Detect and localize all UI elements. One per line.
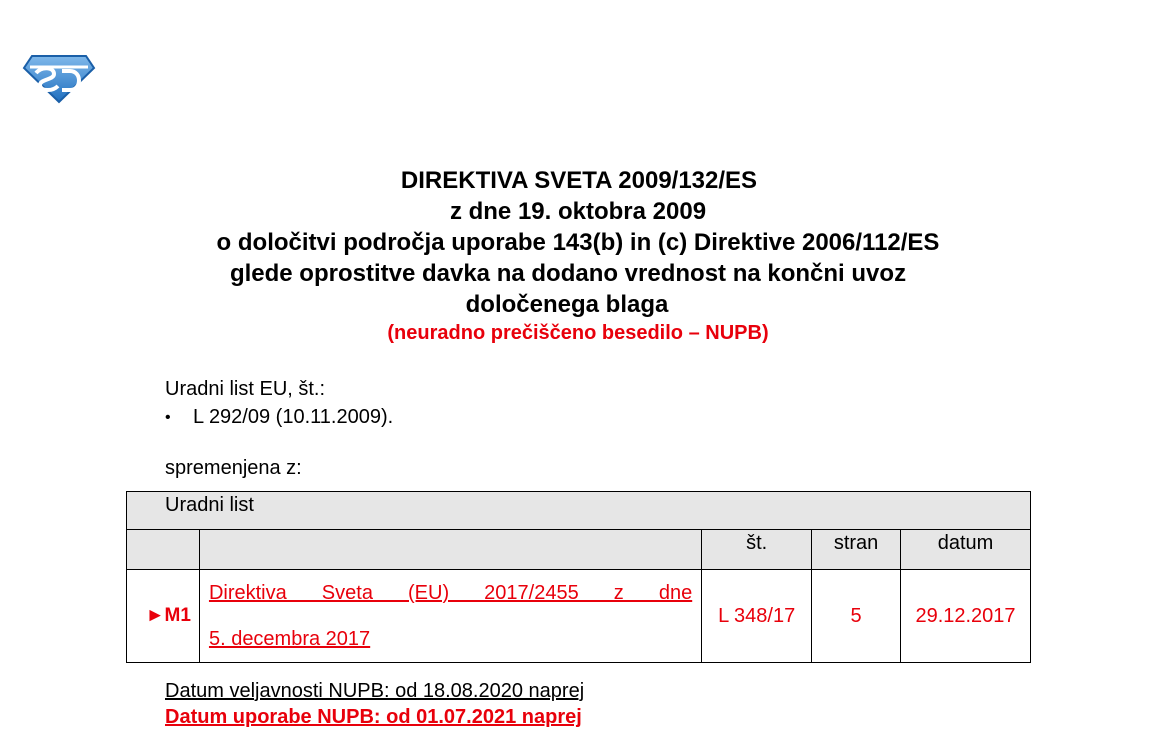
title-line: DIREKTIVA SVETA 2009/132/ES — [400, 167, 758, 194]
directive-link-line2[interactable]: 5. decembra 2017 — [208, 628, 371, 650]
application-date: Datum uporabe NUPB: od 01.07.2021 naprej — [165, 706, 582, 728]
table-column-header-row — [127, 530, 1031, 570]
logo — [22, 50, 96, 104]
table-header-title: Uradni list — [127, 492, 1031, 530]
journal-number: L 348/17 — [702, 570, 812, 663]
document-title — [0, 165, 1158, 346]
list-item-text: L 292/09 (10.11.2009). — [193, 406, 394, 428]
amendment-table — [126, 491, 1031, 663]
list-item — [165, 404, 393, 431]
amendment-marker: ►M1 — [127, 570, 200, 663]
validity-date: Datum veljavnosti NUPB: od 18.08.2020 naprej — [165, 680, 585, 702]
subtitle — [0, 320, 1157, 346]
amended-by-label: spremenjena z: — [165, 457, 302, 479]
directive-link[interactable] — [209, 570, 692, 662]
bullet-icon: • — [165, 409, 171, 426]
official-journal-label: Uradni list EU, št.: — [165, 378, 326, 400]
subtitle-suffix: ) — [761, 322, 769, 344]
column-header-date: datum — [901, 530, 1031, 570]
title-line: o določitvi področja uporabe 143(b) in (c) Direktive 2006/112/ES — [216, 229, 940, 256]
column-header-directive — [199, 530, 701, 570]
title-line: določenega blaga — [465, 291, 669, 318]
title-date: z dne 19. oktobra 2009 — [449, 198, 707, 225]
title-line: glede oprostitve davka na dodano vrednost na končni uvoz — [229, 260, 907, 287]
table-row — [127, 570, 1031, 663]
directive-cell — [199, 570, 701, 663]
column-header-marker — [127, 530, 200, 570]
directive-link-line1[interactable]: Direktiva Sveta (EU) 2017/2455 z dne — [208, 582, 693, 604]
subtitle-highlight: NUPB — [705, 322, 762, 344]
journal-date: 29.12.2017 — [901, 570, 1031, 663]
column-header-page: stran — [812, 530, 901, 570]
column-header-number: št. — [702, 530, 812, 570]
journal-page: 5 — [812, 570, 901, 663]
subtitle-prefix: (neuradno prečiščeno besedilo – — [387, 322, 706, 344]
table-header-row — [127, 492, 1031, 530]
shield-emblem-icon — [22, 50, 96, 104]
